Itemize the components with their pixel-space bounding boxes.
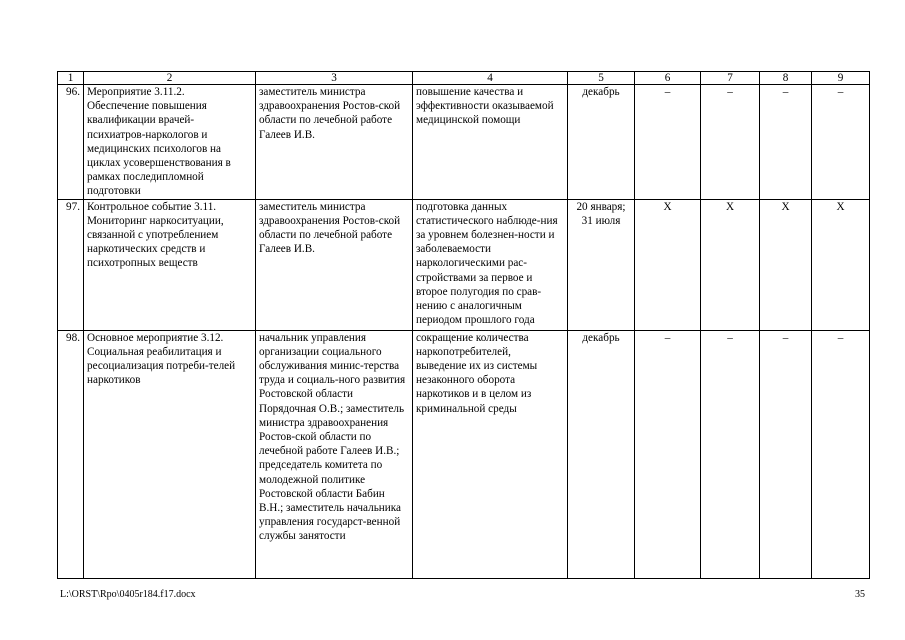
- mark-cell: –: [760, 330, 812, 578]
- mark-cell: –: [635, 330, 701, 578]
- event-cell: Контрольное событие 3.11. Мониторинг наркоситуации, связанной с употреблением наркотических средств и психотропных веществ: [84, 199, 256, 330]
- mark-cell: X: [701, 199, 760, 330]
- mark-cell: –: [812, 330, 870, 578]
- column-header: 1: [58, 72, 84, 85]
- responsible-cell: заместитель министра здравоохранения Ростов-ской области по лечебной работе Галеев И.В.: [256, 199, 413, 330]
- column-header: 2: [84, 72, 256, 85]
- footer-file-path: L:\ORST\Rpo\0405r184.f17.docx: [60, 589, 196, 600]
- column-header: 6: [635, 72, 701, 85]
- footer-page-number: 35: [855, 589, 865, 600]
- table-row: [58, 85, 870, 200]
- column-header: 9: [812, 72, 870, 85]
- mark-cell: –: [635, 85, 701, 200]
- column-header: 3: [256, 72, 413, 85]
- result-cell: подготовка данных статистического наблюде-ния за уровнем болезнен-ности и заболеваемости наркологическими рас-стройствами за первое и второе полугодия по срав-нению с аналогичным периодом прошлого года: [413, 199, 568, 330]
- mark-cell: –: [760, 85, 812, 200]
- event-cell: Мероприятие 3.11.2. Обеспечение повышения квалификации врачей-психиатров-наркологов и медицинских психологов на циклах усовершенствования в рамках последипломной подготовки: [84, 85, 256, 200]
- header-row: [58, 72, 870, 85]
- column-header: 7: [701, 72, 760, 85]
- mark-cell: X: [812, 199, 870, 330]
- date-cell: декабрь: [568, 85, 635, 200]
- event-cell: Основное мероприятие 3.12. Социальная реабилитация и ресоциализация потреби-телей наркотиков: [84, 330, 256, 578]
- mark-cell: X: [760, 199, 812, 330]
- column-header: 4: [413, 72, 568, 85]
- responsible-cell: заместитель министра здравоохранения Ростов-ской области по лечебной работе Галеев И.В.: [256, 85, 413, 200]
- date-cell: 20 января; 31 июля: [568, 199, 635, 330]
- table-row: [58, 199, 870, 330]
- mark-cell: –: [701, 330, 760, 578]
- mark-cell: X: [635, 199, 701, 330]
- row-number: 98.: [58, 330, 84, 578]
- mark-cell: –: [812, 85, 870, 200]
- table-row: [58, 330, 870, 578]
- column-header: 5: [568, 72, 635, 85]
- row-number: 97.: [58, 199, 84, 330]
- result-cell: повышение качества и эффективности оказываемой медицинской помощи: [413, 85, 568, 200]
- plan-table: [57, 71, 870, 579]
- mark-cell: –: [701, 85, 760, 200]
- date-cell: декабрь: [568, 330, 635, 578]
- row-number: 96.: [58, 85, 84, 200]
- column-header: 8: [760, 72, 812, 85]
- result-cell: сокращение количества наркопотребителей, выведение их из системы незаконного оборота наркотиков и в целом из криминальной среды: [413, 330, 568, 578]
- responsible-cell: начальник управления организации социального обслуживания минис-терства труда и социаль-ного развития Ростовской области Порядочная О.В.; заместитель министра здравоохранения Ростов-ской области по лечебной работе Галеев И.В.; председатель комитета по молодежной политике Ростовской области Бабин В.Н.; заместитель начальника управления государст-венной службы занятости: [256, 330, 413, 578]
